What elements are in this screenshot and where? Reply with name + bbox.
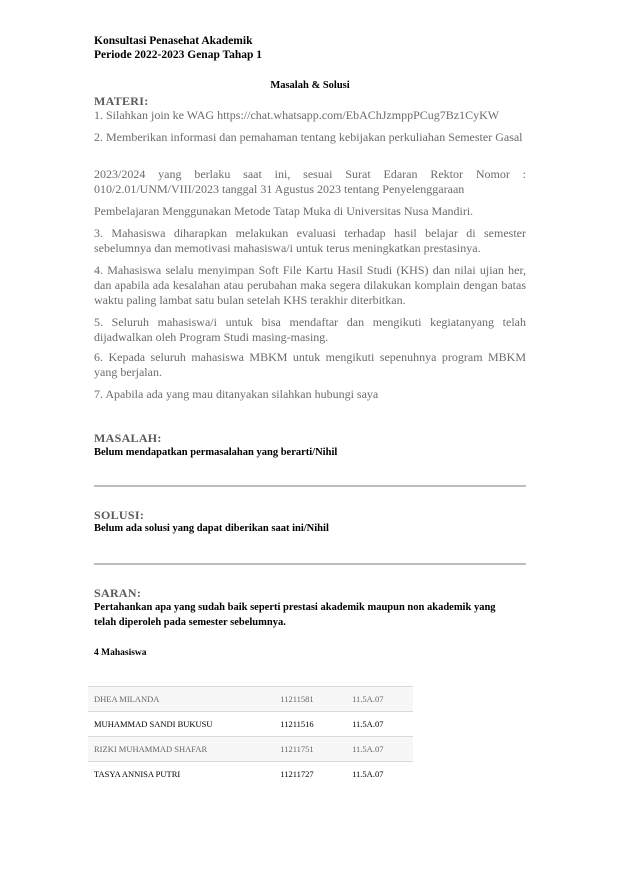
materi-item-6: 6. Kepada seluruh mahasiswa MBKM untuk mengikuti sepenuhnya program MBKM yang berjalan.: [94, 350, 526, 379]
materi-item-1: 1. Silahkan join ke WAG https://chat.whatsapp.com/EbAChJzmppPCug7Bz1CyKW: [94, 108, 500, 122]
student-class: 11.5A.07: [346, 737, 413, 762]
materi-item-5: 5. Seluruh mahasiswa/i untuk bisa mendaftar dan mengikuti kegiatanyang telah dijadwalkan oleh Program Studi masing-masing.: [94, 315, 526, 344]
saran-label: SARAN:: [94, 586, 142, 600]
student-nim: 11211516: [274, 712, 346, 737]
divider: [94, 563, 526, 565]
header-period: Periode 2022-2023 Genap Tahap 1: [94, 49, 263, 61]
student-class: 11.5A.07: [346, 687, 413, 712]
header-title: Konsultasi Penasehat Akademik: [94, 35, 253, 47]
student-count-heading: 4 Mahasiswa: [94, 648, 147, 658]
solusi-label: SOLUSI:: [94, 508, 145, 522]
masalah-label: MASALAH:: [94, 431, 162, 445]
table-row: [88, 762, 413, 787]
student-table: [88, 686, 413, 786]
table-row: [88, 687, 413, 712]
saran-text: Pertahankan apa yang sudah baik seperti prestasi akademik maupun non akademik yang telah diperoleh pada semester sebelumnya.: [94, 602, 496, 628]
materi-item-7: 7. Apabila ada yang mau ditanyakan silahkan hubungi saya: [94, 387, 379, 401]
student-nim: 11211581: [274, 687, 346, 712]
section-title: Masalah & Solusi: [270, 80, 350, 91]
student-name: DHEA MILANDA: [88, 687, 274, 712]
table-row: [88, 712, 413, 737]
student-name: RIZKI MUHAMMAD SHAFAR: [88, 737, 274, 762]
masalah-text: Belum mendapatkan permasalahan yang berarti/Nihil: [94, 447, 338, 458]
table-row: [88, 737, 413, 762]
student-name: MUHAMMAD SANDI BUKUSU: [88, 712, 274, 737]
materi-item-2: 2. Memberikan informasi dan pemahaman tentang kebijakan perkuliahan Semester Gasal: [94, 130, 523, 144]
student-name: TASYA ANNISA PUTRI: [88, 762, 274, 787]
divider: [94, 485, 526, 487]
student-class: 11.5A.07: [346, 712, 413, 737]
materi-item-2-cont: 2023/2024 yang berlaku saat ini, sesuai Surat Edaran Rektor Nomor : 010/2.01/UNM/VIII/2023 tanggal 31 Agustus 2023 tentang Penyelenggaraan: [94, 167, 526, 196]
student-class: 11.5A.07: [346, 762, 413, 787]
materi-item-2-end: Pembelajaran Menggunakan Metode Tatap Muka di Universitas Nusa Mandiri.: [94, 204, 474, 218]
student-nim: 11211751: [274, 737, 346, 762]
materi-label: MATERI:: [94, 94, 149, 108]
materi-item-3: 3. Mahasiswa diharapkan melakukan evaluasi terhadap hasil belajar di semester sebelumnya dan memotivasi mahasiswa/i untuk terus meningkatkan prestasinya.: [94, 226, 526, 255]
student-nim: 11211727: [274, 762, 346, 787]
solusi-text: Belum ada solusi yang dapat diberikan saat ini/Nihil: [94, 523, 329, 534]
materi-item-4: 4. Mahasiswa selalu menyimpan Soft File Kartu Hasil Studi (KHS) dan nilai ujian her, dan apabila ada kesalahan atau perubahan maka segera dilakukan komplain dengan batas waktu paling lambat satu bulan setelah KHS terakhir diterbitkan.: [94, 263, 526, 307]
